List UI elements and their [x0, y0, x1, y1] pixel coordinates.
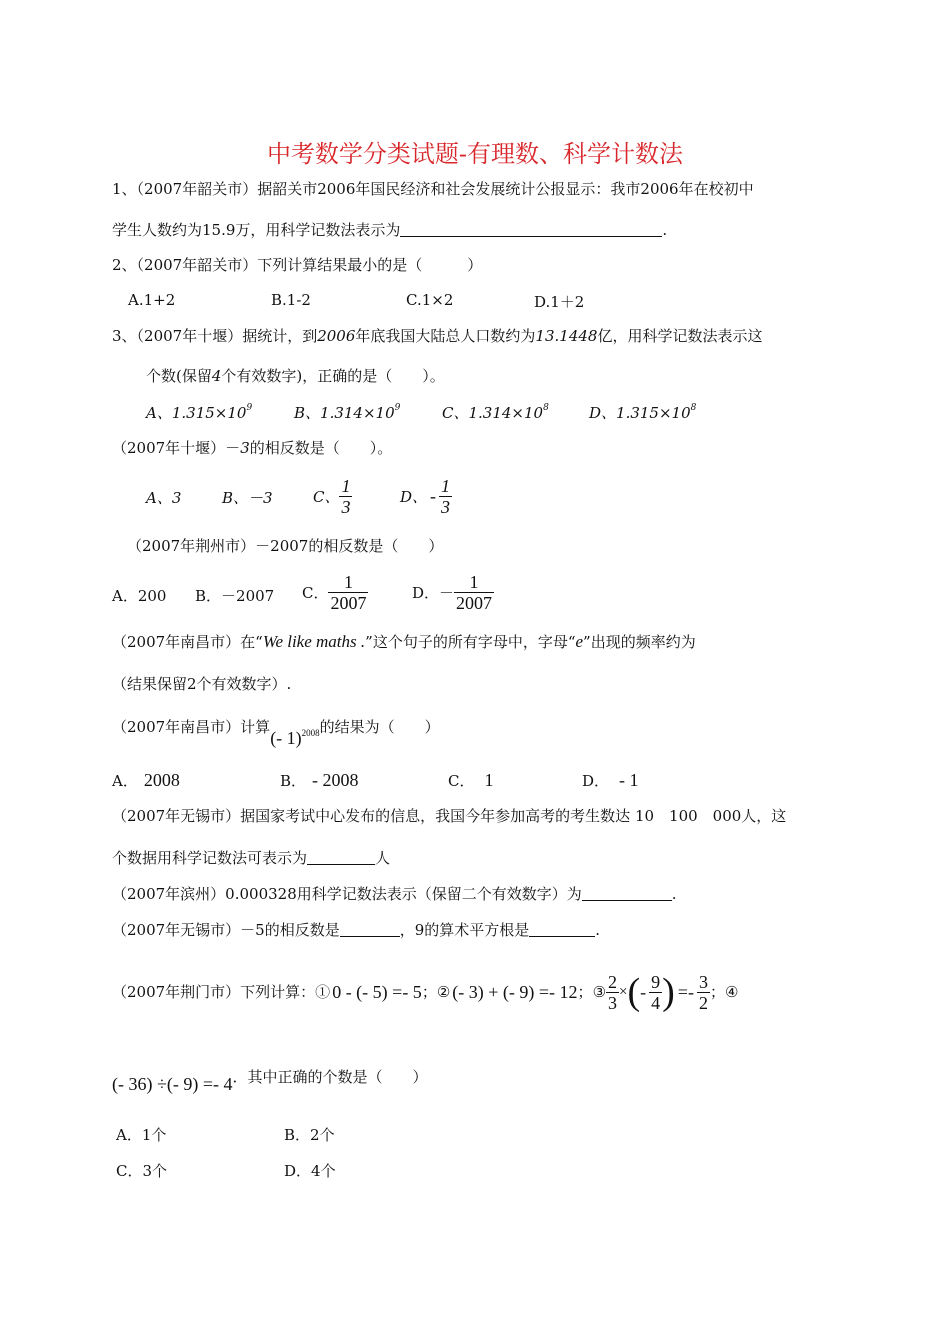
q1-answer-blank: [400, 222, 662, 237]
q3-text-c: 亿，用科学记数法表示这: [597, 327, 763, 345]
q11-line1: （2007年荆门市）下列计算：① 0 - (- 5) =- 5；② (- 3) + (- 9) =- 12；③ $\frac{2}{3}$ ×(- $\frac{9}{4}$ ) =- $\frac{3}{2}$ ；④: [112, 971, 739, 1013]
q4-option-b: B、－3: [222, 489, 273, 507]
q8-line1: （2007年无锡市）据国家考试中心发布的信息，我国今年参加高考的考生数达 10 100 000人，这: [112, 807, 787, 825]
q1-period: .: [662, 221, 668, 239]
q10-text-a: （2007年无锡市）－5的相反数是: [112, 921, 340, 939]
q9-question: [112, 884, 677, 904]
q11-fraction-3: $\frac{3}{2}$: [698, 971, 708, 1013]
q9-answer-blank: [582, 886, 672, 901]
q2-option-a: A.1+2: [128, 291, 176, 309]
q11-option-d: D．4个: [284, 1162, 336, 1180]
q4-number: 3: [240, 439, 250, 457]
q7-text-a: （2007年南昌市）计算: [112, 718, 271, 736]
q7-text-b: 的结果为（ ）: [319, 718, 440, 736]
q10-question: [112, 920, 600, 940]
q5-fraction-c: $\frac{1}{2007}$: [330, 572, 367, 613]
q6-line1: [112, 632, 696, 652]
q11-circle-4: ④: [724, 983, 739, 1001]
q3-number: 13.1448: [535, 327, 598, 345]
q10-text-b: ，9的算术平方根是: [399, 921, 530, 939]
q4-option-c: C、 $\frac{1}{3}$: [313, 476, 351, 517]
q4-text-b: 的相反数是（ ）。: [249, 439, 393, 457]
q4-fraction-c: $\frac{1}{3}$: [341, 476, 351, 517]
q3-line2: [146, 366, 445, 386]
q3-text-a: 3、（2007年十堰）据统计，到: [112, 327, 318, 345]
q5-fraction-d: $\frac{1}{2007}$: [456, 572, 493, 613]
q7-option-a: A． 2008: [112, 770, 180, 790]
q8-answer-blank: [307, 850, 375, 865]
q10-period: .: [595, 921, 601, 939]
q3-option-b: B、$1.314\times 10^9$: [294, 403, 401, 422]
q8-text: 个数据用科学记数法可表示为: [112, 849, 308, 867]
q7-option-b: B． - 2008: [280, 770, 359, 790]
q3-option-d: D、$1.315\times 10^8$: [589, 403, 697, 422]
q11-option-b: B．2个: [284, 1126, 335, 1144]
q5-option-c: C． $\frac{1}{2007}$: [302, 572, 367, 613]
q4-option-d: D、 - $\frac{1}{3}$: [400, 476, 451, 517]
page-title: 中考数学分类试题-有理数、科学计数法: [266, 140, 684, 168]
q2-option-c: C.1×2: [406, 291, 454, 309]
q1-line1: 1、（2007年韶关市）据韶关市2006年国民经济和社会发展统计公报显示：我市2006年在校初中: [112, 180, 754, 198]
q11-fraction-2: $\frac{9}{4}$: [651, 971, 661, 1013]
q3-year: 2006: [317, 327, 356, 345]
q5-question: （2007年荆州市）－2007的相反数是（ ）: [127, 537, 444, 555]
q6-letter: e: [575, 632, 584, 651]
q2-question: 2、（2007年韶关市）下列计算结果最小的是（ ）: [112, 256, 483, 274]
q2-option-d: D.1＋2: [534, 293, 585, 311]
q11-question-text: ．其中正确的个数是（ ）: [232, 1068, 428, 1086]
q3-digits: 4: [211, 367, 222, 385]
q4-option-a: A、3: [146, 489, 182, 507]
q4-text-a: （2007年十堰）－: [112, 439, 241, 457]
q11-circle-2: ②: [436, 983, 451, 1001]
q10-answer-blank-2: [529, 922, 595, 937]
q7-expression: (- 1)$^{2008}$: [270, 728, 320, 748]
q4-fraction-d: $\frac{1}{3}$: [441, 476, 451, 517]
q6-text-a: （2007年南昌市）在“: [112, 633, 263, 651]
q9-text: （2007年滨州）0.000328用科学记数法表示（保留二个有效数字）为: [112, 885, 582, 903]
q5-option-a: A．200: [112, 587, 167, 605]
q6-text-c: ”出现的频率约为: [583, 633, 696, 651]
q3-option-c: C、$1.314\times 10^8$: [442, 403, 549, 422]
q5-option-d: D．－ $\frac{1}{2007}$: [412, 572, 493, 613]
q3-text-d: 个数(保留: [146, 367, 212, 385]
q1-text: 学生人数约为15.9万，用科学记数法表示为: [112, 221, 401, 239]
q11-text: （2007年荆门市）下列计算：①: [112, 983, 331, 1001]
q6-phrase: We like maths .: [262, 632, 366, 651]
q1-line2: [112, 220, 667, 240]
q11-expr-2: (- 3) + (- 9) =- 12: [452, 982, 578, 1002]
q11-fraction-1: $\frac{2}{3}$: [608, 971, 618, 1013]
q7-option-c: C． 1: [448, 770, 494, 790]
q8-line2: [112, 848, 390, 868]
q11-circle-3: ③: [592, 983, 607, 1001]
q7-question: [112, 711, 440, 748]
q11-line2: [112, 1066, 428, 1094]
q3-option-a: A、$1.315\times 10^9$: [146, 403, 253, 422]
q8-unit: 人: [375, 849, 391, 867]
q11-expr-1: 0 - (- 5) =- 5: [332, 982, 422, 1002]
q6-text-b: ”这个句子的所有字母中，字母“: [365, 633, 576, 651]
q10-answer-blank-1: [340, 922, 400, 937]
q6-line2: （结果保留2个有效数字）.: [112, 675, 292, 693]
q3-text-e: 个有效数字)，正确的是（ ）。: [221, 367, 445, 385]
q3-text-b: 年底我国大陆总人口数约为: [355, 327, 536, 345]
q11-expr-4: (- 36) ÷(- 9) =- 4: [112, 1074, 233, 1094]
q5-option-b: B．－2007: [195, 587, 275, 605]
q2-option-b: B.1-2: [271, 291, 311, 309]
q11-option-c: C．3个: [116, 1162, 168, 1180]
q3-line1: [112, 326, 762, 346]
q7-option-d: D． - 1: [582, 770, 639, 790]
q11-option-a: A．1个: [116, 1126, 167, 1144]
q4-question: [112, 438, 392, 458]
q9-period: .: [671, 885, 677, 903]
